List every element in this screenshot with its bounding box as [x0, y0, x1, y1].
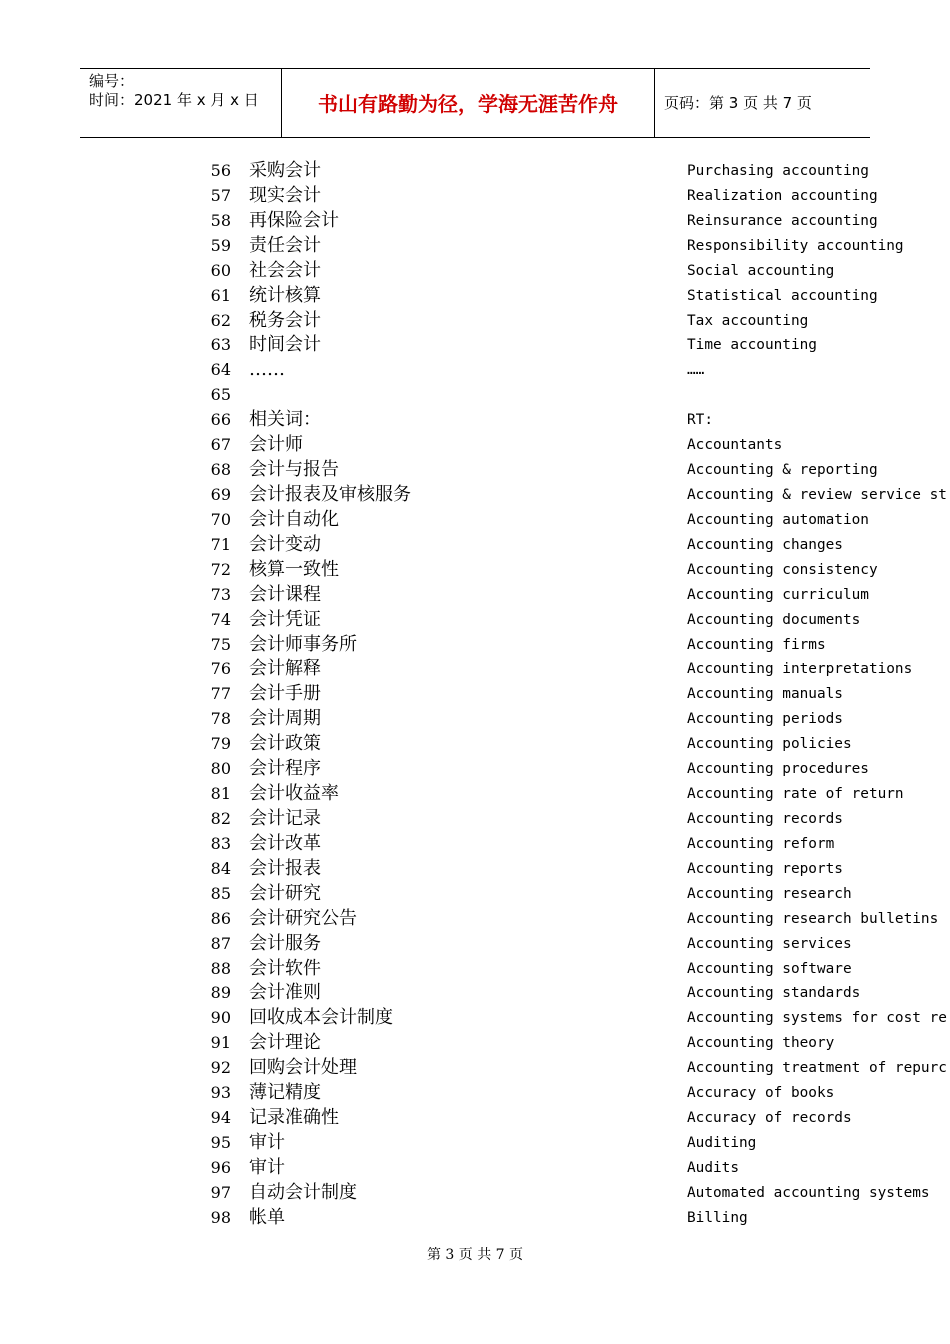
- glossary-line: [0, 284, 950, 309]
- english-term: Accounting changes: [687, 536, 843, 553]
- line-number: 84: [210, 858, 231, 878]
- english-term: Billing: [687, 1209, 748, 1226]
- chinese-term: 回收成本会计制度: [249, 1007, 393, 1029]
- chinese-term: 薄记精度: [249, 1082, 321, 1104]
- line-number: 94: [210, 1108, 231, 1128]
- glossary-line: [0, 1006, 950, 1031]
- line-number: 79: [210, 734, 231, 754]
- document-number-label: 编号：: [89, 72, 135, 90]
- chinese-term: 记录准确性: [249, 1107, 339, 1129]
- english-term: Accounting manuals: [687, 686, 843, 703]
- english-term: Purchasing accounting: [687, 163, 869, 179]
- glossary-line: [0, 707, 950, 732]
- glossary-line: [0, 782, 950, 807]
- chinese-term: 帐单: [249, 1206, 285, 1228]
- english-term: Accounting automation: [687, 511, 869, 528]
- line-number: 62: [210, 310, 231, 330]
- line-number: 66: [210, 410, 231, 430]
- glossary-line: [0, 184, 950, 209]
- english-term: Accounting firms: [687, 636, 826, 653]
- chinese-term: 会计课程: [249, 583, 321, 605]
- glossary-line: [0, 682, 950, 707]
- glossary-line: [0, 1206, 950, 1231]
- english-term: Accounting periods: [687, 711, 843, 728]
- english-term: Tax accounting: [687, 312, 809, 329]
- english-term: Accounting interpretations: [687, 661, 913, 678]
- english-term: Accuracy of records: [687, 1110, 852, 1127]
- english-term: Auditing: [687, 1134, 757, 1151]
- line-number: 56: [210, 161, 231, 180]
- line-number: 58: [210, 210, 231, 230]
- chinese-term: 采购会计: [249, 160, 321, 181]
- english-term: Time accounting: [687, 337, 817, 354]
- english-term: Accounting reform: [687, 835, 835, 852]
- english-term: Accounting services: [687, 935, 852, 952]
- glossary-line: [0, 333, 950, 358]
- line-number: 67: [210, 435, 231, 455]
- glossary-line: [0, 458, 950, 483]
- glossary-line: [0, 957, 950, 982]
- chinese-term: 会计准则: [249, 982, 321, 1004]
- chinese-term: 时间会计: [249, 334, 321, 356]
- header-page-info: 页码：第 3 页 共 7 页: [664, 94, 812, 112]
- chinese-term: 会计凭证: [249, 608, 321, 630]
- line-number: 85: [210, 883, 231, 903]
- chinese-term: 会计政策: [249, 733, 321, 755]
- chinese-term: ……: [249, 359, 285, 381]
- line-number: 73: [210, 584, 231, 604]
- header-motto: 书山有路勤为径，学海无涯苦作舟: [318, 92, 618, 116]
- chinese-term: 会计记录: [249, 807, 321, 829]
- glossary-line: [0, 433, 950, 458]
- chinese-term: 会计师: [249, 434, 303, 456]
- chinese-term: 税务会计: [249, 309, 321, 331]
- chinese-term: 责任会计: [249, 234, 321, 256]
- glossary-line: [0, 234, 950, 259]
- glossary-line: [0, 857, 950, 882]
- chinese-term: 会计程序: [249, 758, 321, 780]
- chinese-term: 会计师事务所: [249, 633, 357, 655]
- glossary-line: [0, 1056, 950, 1081]
- chinese-term: 再保险会计: [249, 209, 339, 231]
- line-number: 72: [210, 559, 231, 579]
- glossary-line: [0, 383, 950, 408]
- line-number: 96: [210, 1157, 231, 1177]
- english-term: Realization accounting: [687, 187, 878, 204]
- english-term: Accounting software: [687, 960, 852, 977]
- glossary-line: [0, 907, 950, 932]
- english-term: Accounting procedures: [687, 761, 869, 778]
- glossary-line: [0, 408, 950, 433]
- chinese-term: 回购会计处理: [249, 1057, 357, 1079]
- english-term: Accounting curriculum: [687, 586, 869, 603]
- glossary-line: [0, 807, 950, 832]
- line-number: 76: [210, 659, 231, 679]
- english-term: Audits: [687, 1159, 739, 1176]
- glossary-line: [0, 1081, 950, 1106]
- chinese-term: 会计报表及审核服务: [249, 483, 411, 505]
- line-number: 92: [210, 1058, 231, 1078]
- english-term: Accounting research bulletins: [687, 910, 939, 927]
- english-term: Accounting reports: [687, 860, 843, 877]
- document-date: 时间：2021 年 x 月 x 日: [89, 91, 259, 109]
- line-number: 82: [210, 808, 231, 828]
- glossary-line: [0, 583, 950, 608]
- english-term: Accounting treatment of repurc: [687, 1060, 947, 1077]
- page-footer: 第 3 页 共 7 页: [426, 1247, 524, 1263]
- line-number: 95: [210, 1132, 231, 1152]
- english-term: Accounting standards: [687, 985, 861, 1002]
- header-center-cell: [281, 69, 655, 137]
- line-number: 93: [210, 1083, 231, 1103]
- english-term: Accounting research: [687, 885, 852, 902]
- chinese-term: 会计软件: [249, 957, 321, 979]
- line-number: 70: [210, 509, 231, 529]
- english-term: Reinsurance accounting: [687, 212, 878, 229]
- chinese-term: 会计改革: [249, 832, 321, 854]
- line-number: 90: [210, 1008, 231, 1028]
- line-number: 89: [210, 983, 231, 1003]
- glossary-line: [0, 981, 950, 1006]
- line-number: 78: [210, 709, 231, 729]
- glossary-line: [0, 882, 950, 907]
- chinese-term: 会计与报告: [249, 459, 339, 481]
- line-number: 65: [210, 385, 231, 405]
- chinese-term: 社会会计: [249, 259, 321, 281]
- chinese-term: 核算一致性: [249, 558, 339, 580]
- english-term: Accuracy of books: [687, 1085, 835, 1102]
- line-number: 59: [210, 235, 231, 255]
- english-term: ……: [687, 362, 705, 379]
- line-number: 77: [210, 684, 231, 704]
- line-number: 97: [210, 1182, 231, 1202]
- english-term: RT:: [687, 412, 713, 429]
- chinese-term: 审计: [249, 1156, 285, 1178]
- glossary-line: [0, 932, 950, 957]
- glossary-line: [0, 657, 950, 682]
- chinese-term: 会计手册: [249, 683, 321, 705]
- header-right-cell: [655, 69, 870, 137]
- chinese-term: 会计研究: [249, 882, 321, 904]
- line-number: 61: [210, 285, 231, 305]
- line-number: 63: [210, 335, 231, 355]
- english-term: Accounting & reporting: [687, 462, 878, 479]
- glossary-list: [0, 159, 950, 1231]
- line-number: 80: [210, 759, 231, 779]
- glossary-line: [0, 633, 950, 658]
- line-number: 71: [210, 534, 231, 554]
- line-number: 91: [210, 1033, 231, 1053]
- line-number: 74: [210, 609, 231, 629]
- line-number: 75: [210, 634, 231, 654]
- chinese-term: 现实会计: [249, 184, 321, 206]
- glossary-line: [0, 1181, 950, 1206]
- glossary-line: [0, 1131, 950, 1156]
- line-number: 69: [210, 484, 231, 504]
- chinese-term: 会计周期: [249, 708, 321, 730]
- english-term: Accounting records: [687, 810, 843, 827]
- english-term: Accounting policies: [687, 736, 852, 753]
- chinese-term: 自动会计制度: [249, 1181, 357, 1203]
- chinese-term: 会计报表: [249, 857, 321, 879]
- chinese-term: 会计收益率: [249, 783, 339, 805]
- glossary-line: [0, 358, 950, 383]
- chinese-term: 会计解释: [249, 658, 321, 680]
- glossary-line: [0, 608, 950, 633]
- chinese-term: 统计核算: [249, 284, 321, 306]
- chinese-term: 相关词：: [249, 409, 321, 431]
- english-term: Accounting consistency: [687, 561, 878, 578]
- line-number: 83: [210, 833, 231, 853]
- english-term: Accounting systems for cost re: [687, 1010, 947, 1027]
- line-number: 98: [210, 1207, 231, 1227]
- english-term: Responsibility accounting: [687, 237, 904, 254]
- english-term: Social accounting: [687, 262, 835, 279]
- line-number: 68: [210, 460, 231, 480]
- glossary-line: [0, 533, 950, 558]
- header-left-cell: [80, 69, 280, 137]
- glossary-line: [0, 832, 950, 857]
- page-header: [80, 68, 870, 138]
- line-number: 88: [210, 958, 231, 978]
- chinese-term: 会计研究公告: [249, 907, 357, 929]
- glossary-line: [0, 757, 950, 782]
- english-term: Automated accounting systems: [687, 1184, 930, 1201]
- glossary-line: [0, 159, 950, 184]
- line-number: 64: [210, 360, 231, 380]
- english-term: Accounting documents: [687, 611, 861, 628]
- glossary-line: [0, 508, 950, 533]
- english-term: Accounting rate of return: [687, 786, 904, 803]
- line-number: 57: [210, 185, 231, 205]
- glossary-line: [0, 1106, 950, 1131]
- chinese-term: 会计理论: [249, 1032, 321, 1054]
- glossary-line: [0, 309, 950, 334]
- glossary-line: [0, 209, 950, 234]
- line-number: 87: [210, 933, 231, 953]
- chinese-term: 会计自动化: [249, 508, 339, 530]
- chinese-term: 审计: [249, 1131, 285, 1153]
- line-number: 60: [210, 260, 231, 280]
- glossary-line: [0, 483, 950, 508]
- glossary-line: [0, 259, 950, 284]
- glossary-line: [0, 558, 950, 583]
- glossary-line: [0, 1156, 950, 1181]
- english-term: Statistical accounting: [687, 287, 878, 304]
- glossary-line: [0, 732, 950, 757]
- chinese-term: 会计服务: [249, 932, 321, 954]
- chinese-term: 会计变动: [249, 533, 321, 555]
- english-term: Accounting & review service st: [687, 486, 947, 503]
- english-term: Accountants: [687, 437, 783, 454]
- english-term: Accounting theory: [687, 1035, 835, 1052]
- line-number: 81: [210, 784, 231, 804]
- glossary-line: [0, 1031, 950, 1056]
- line-number: 86: [210, 908, 231, 928]
